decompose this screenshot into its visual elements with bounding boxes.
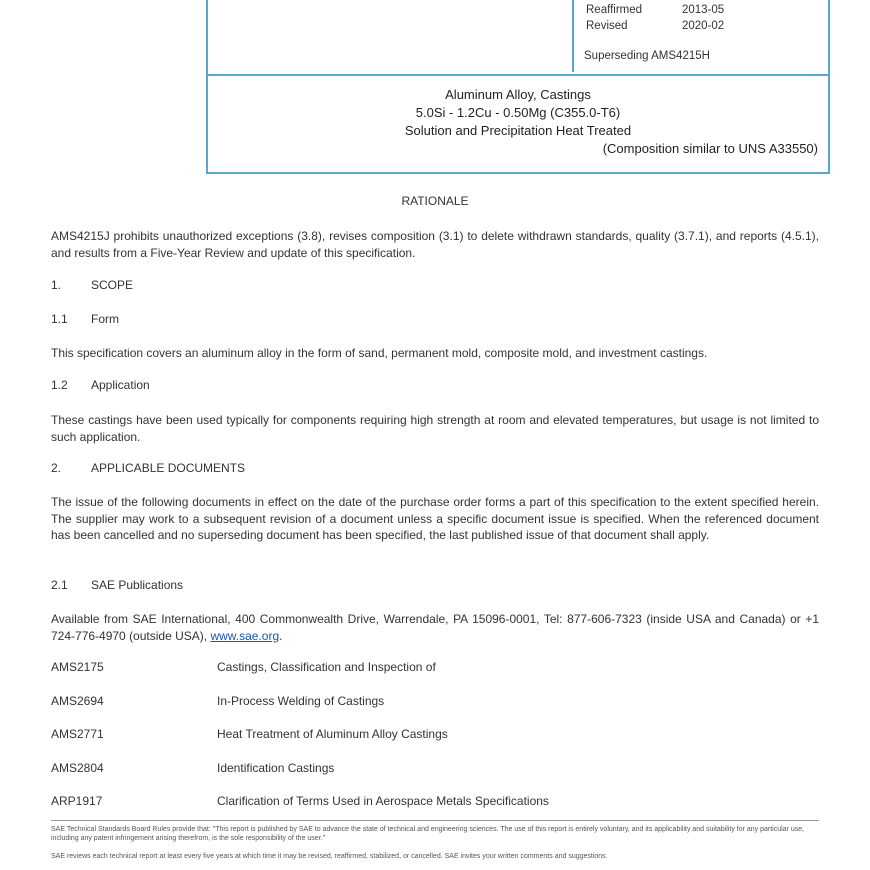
section-number: 1.2 (51, 378, 68, 392)
reference-title: Heat Treatment of Aluminum Alloy Castings (217, 727, 448, 741)
reference-title: Castings, Classification and Inspection of (217, 660, 436, 674)
spec-title-line: Aluminum Alloy, Castings (445, 87, 591, 102)
reaffirmed-value: 2013-05 (682, 4, 725, 16)
sae-publications-text (51, 611, 819, 644)
reference-title: Clarification of Terms Used in Aerospace Metals Specifications (217, 794, 549, 808)
footer-review-note: SAE reviews each technical report at least every five years at which time it may be revised, reaffirmed, stabilized, or cancelled. SAE invites your written comments and suggestions. (51, 853, 608, 860)
application-text: These castings have been used typically for components requiring high strength at room and elevated temperatures, but usage is not limited to such application. (51, 413, 819, 444)
section-heading-application (51, 378, 150, 392)
superseding-note: Superseding AMS4215H (584, 50, 710, 62)
sae-website-link[interactable]: www.sae.org (210, 628, 280, 643)
revised-row (586, 20, 724, 32)
section-number: 2.1 (51, 578, 68, 592)
reference-title: In-Process Welding of Castings (217, 694, 385, 708)
spec-title-line: Solution and Precipitation Heat Treated (404, 123, 632, 138)
reaffirmed-label: Reaffirmed (586, 4, 643, 16)
sae-text-period: . (279, 628, 283, 643)
revised-value: 2020-02 (682, 20, 725, 32)
spec-title-block (208, 86, 828, 158)
rationale-text: AMS4215J prohibits unauthorized exceptions (3.8), revises composition (3.1) to delete withdrawn standards, quality (3.7.1), and reports (4.5.1), and results from a Five-Year Review and update of this specification. (51, 229, 819, 260)
revision-info-panel (572, 0, 828, 72)
section-number: 1. (51, 278, 62, 292)
rationale-heading: RATIONALE (401, 194, 469, 208)
revised-label: Revised (586, 20, 628, 32)
footer-disclaimer: SAE Technical Standards Board Rules provide that: "This report is published by SAE to advance the state of technical and engineering sciences. The use of this report is entirely voluntary, and its applicability and suitability for any particular use, including any patent infringement arising therefrom, is the sole responsibility of the user." (51, 826, 805, 842)
reference-row (51, 794, 549, 808)
form-text: This specification covers an aluminum alloy in the form of sand, permanent mold, composite mold, and investment castings. (51, 346, 708, 360)
reference-row (51, 694, 384, 708)
section-title: SCOPE (91, 278, 134, 292)
reference-code: AMS2694 (51, 694, 104, 708)
section-heading-scope (51, 278, 133, 292)
header-top-section (208, 0, 828, 76)
section-heading-applicable-documents (51, 461, 245, 475)
spec-title-line: (Composition similar to UNS A33550) (602, 141, 818, 156)
document-header-box (206, 0, 830, 174)
reference-row (51, 727, 448, 741)
sae-address-text: Available from SAE International, 400 Commonwealth Drive, Warrendale, PA 15096-0001, Tel: 877-606-7323 (inside USA and Canada) or +1 724-776-4970 (outside USA), (51, 612, 819, 643)
section-title: SAE Publications (91, 578, 184, 592)
applicable-documents-text: The issue of the following documents in effect on the date of the purchase order forms a part of this specification to the extent specified herein. The supplier may work to a subsequent revision of a document unless a specific document issue is specified. When the referenced document has been cancelled and no superseding document has been specified, the last published issue of that document shall apply. (51, 495, 819, 542)
reference-code: AMS2175 (51, 660, 104, 674)
section-title: Application (91, 378, 150, 392)
reference-code: AMS2771 (51, 727, 104, 741)
section-title: Form (91, 312, 119, 326)
section-heading-form (51, 312, 119, 326)
reference-title: Identification Castings (217, 761, 335, 775)
section-number: 2. (51, 461, 62, 475)
reference-code: AMS2804 (51, 761, 104, 775)
section-heading-sae-publications (51, 578, 183, 592)
footer-divider (51, 820, 819, 821)
spec-title-line: 5.0Si - 1.2Cu - 0.50Mg (C355.0-T6) (415, 105, 621, 120)
reference-row (51, 761, 334, 775)
section-number: 1.1 (51, 312, 68, 326)
reference-row (51, 660, 436, 674)
reference-code: ARP1917 (51, 794, 103, 808)
reaffirmed-row (586, 4, 724, 16)
section-title: APPLICABLE DOCUMENTS (91, 461, 246, 475)
